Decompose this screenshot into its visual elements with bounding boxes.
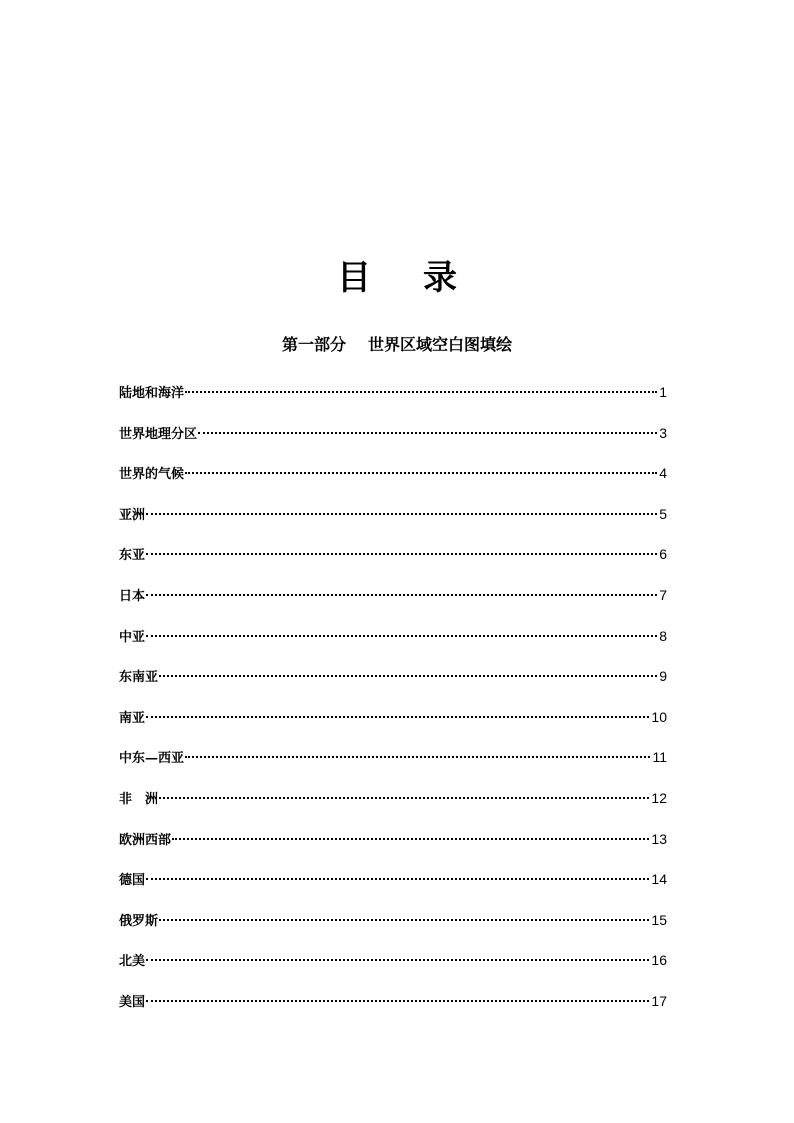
toc-entry[interactable] [119,948,667,989]
toc-entry-page-number: 4 [659,465,667,482]
toc-entry-page-number: 12 [651,789,667,806]
dot-leader [185,472,657,474]
dot-leader [185,756,650,758]
dot-leader [146,878,649,880]
toc-entry-page-number: 8 [659,627,667,644]
toc-entry-label: 世界的气候 [119,467,185,483]
toc-entry-page-number: 3 [659,424,667,441]
toc-entry[interactable] [119,664,667,705]
dot-leader [159,675,657,677]
section-part-label: 第一部分 [281,335,346,354]
toc-entry-page-number: 14 [651,871,667,888]
toc-entry[interactable] [119,705,667,746]
dot-leader [185,391,657,393]
toc-entry-page-number: 17 [651,992,667,1009]
toc-entry-page-number: 5 [659,505,667,522]
toc-entry[interactable] [119,624,667,665]
toc-entry-label: 中亚 [119,629,146,645]
toc-entry-page-number: 1 [659,384,667,400]
toc-entry-label: 陆地和海洋 [119,386,185,401]
toc-entry[interactable] [119,583,667,624]
toc-entry[interactable] [119,867,667,908]
toc-entry-label: 日本 [119,588,146,604]
toc-entry[interactable] [119,989,667,1030]
page-title-char-1: 目 [337,258,371,298]
toc-entry-page-number: 6 [659,546,667,563]
toc-entry[interactable] [119,461,667,502]
toc-entry[interactable] [119,380,667,421]
toc-entry[interactable] [119,786,667,827]
dot-leader [146,513,657,515]
toc-entry-label: 亚洲 [119,507,146,523]
section-heading [0,334,794,356]
toc-entry-page-number: 11 [652,749,667,766]
toc-entry-label: 德国 [119,873,146,889]
toc-entry[interactable] [119,502,667,543]
toc-entry-page-number: 15 [651,911,667,928]
toc-entry-label: 世界地理分区 [119,426,198,442]
dot-leader [146,1000,649,1002]
dot-leader [172,838,649,840]
toc-entry[interactable] [119,908,667,949]
dot-leader [146,716,649,718]
dot-leader [198,432,657,434]
dot-leader [146,635,657,637]
toc-entry-label: 欧洲西部 [119,832,172,848]
toc-entry[interactable] [119,421,667,462]
dot-leader [159,919,649,921]
toc-entry-label: 北美 [119,954,146,970]
toc-entry-label: 美国 [119,994,146,1010]
toc-entry[interactable] [119,745,667,786]
toc-entry-page-number: 7 [659,586,667,603]
dot-leader [159,797,649,799]
section-part-title: 世界区域空白图填绘 [368,335,513,354]
toc-entry-page-number: 16 [651,952,667,969]
dot-leader [146,959,649,961]
toc-entry-label: 南亚 [119,710,146,726]
page-title [0,258,794,298]
dot-leader [146,594,657,596]
toc-entry-label: 中东—西亚 [119,751,185,767]
toc-entry-label: 东亚 [119,548,146,564]
toc-entry-page-number: 9 [659,668,667,685]
toc-entry-label: 俄罗斯 [119,913,159,929]
page-title-char-2: 录 [423,258,457,298]
toc-entry-label: 东南亚 [119,670,159,686]
toc-entry[interactable] [119,827,667,868]
dot-leader [146,553,657,555]
table-of-contents [119,380,667,1030]
toc-entry-page-number: 13 [651,830,667,847]
toc-entry[interactable] [119,542,667,583]
toc-entry-page-number: 10 [651,708,667,725]
toc-entry-label: 非 洲 [119,791,159,807]
